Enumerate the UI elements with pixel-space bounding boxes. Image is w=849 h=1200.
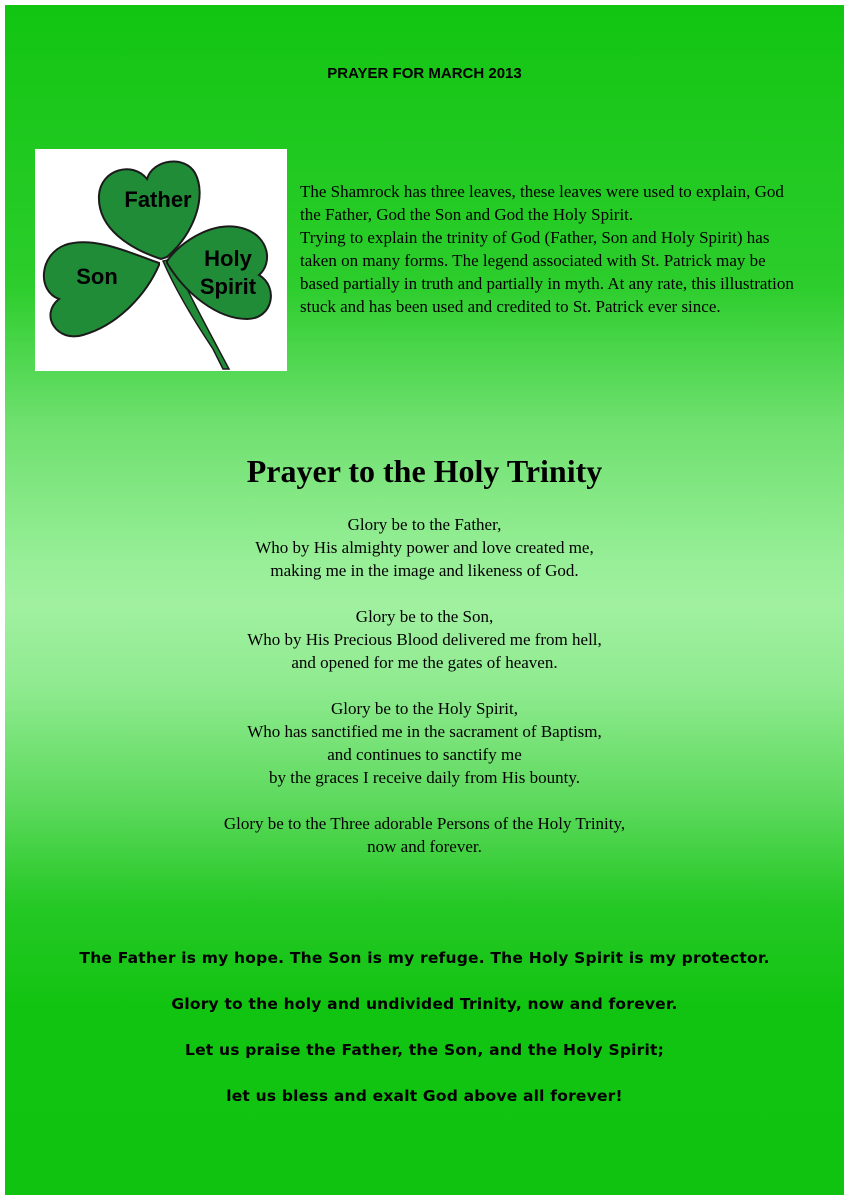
closing-line: let us bless and exalt God above all forever! <box>226 1087 623 1105</box>
closing-line: The Father is my hope. The Son is my refuge. The Holy Spirit is my protector. <box>79 949 770 967</box>
prayer-line: and opened for me the gates of heaven. <box>291 653 558 672</box>
prayer-title: Prayer to the Holy Trinity <box>246 453 603 489</box>
closing-line: Glory to the holy and undivided Trinity, now and forever. <box>171 995 678 1013</box>
prayer-line: Glory be to the Holy Spirit, <box>331 699 518 718</box>
prayer-line: now and forever. <box>367 837 482 856</box>
intro-text <box>300 180 800 318</box>
prayer-line: by the graces I receive daily from His bounty. <box>269 768 580 787</box>
prayer-body <box>5 513 844 881</box>
intro-paragraph-2: Trying to explain the trinity of God (Father, Son and Holy Spirit) has taken on many forms. The legend associated with St. Patrick may be based partially in truth and partially in myth. At any rate, this illustration stuck and has been used and credited to St. Patrick ever since. <box>300 228 794 316</box>
leaf-label-spirit: Spirit <box>199 274 257 299</box>
closing-line: Let us praise the Father, the Son, and the Holy Spirit; <box>185 1041 664 1059</box>
page-header: PRAYER FOR MARCH 2013 <box>327 65 522 82</box>
prayer-line: Who has sanctified me in the sacrament of Baptism, <box>247 722 602 741</box>
shamrock-illustration <box>35 149 287 371</box>
prayer-line: Who by His almighty power and love created me, <box>255 538 594 557</box>
prayer-line: making me in the image and likeness of God. <box>270 561 579 580</box>
prayer-line: Glory be to the Three adorable Persons of the Holy Trinity, <box>223 814 626 833</box>
prayer-line: Glory be to the Father, <box>347 515 502 534</box>
prayer-stanza <box>5 513 844 582</box>
prayer-stanza <box>5 812 844 858</box>
leaf-label-holy: Holy <box>204 246 252 271</box>
shamrock-icon <box>35 149 287 371</box>
prayer-line: Who by His Precious Blood delivered me from hell, <box>247 630 602 649</box>
intro-paragraph-1: The Shamrock has three leaves, these leaves were used to explain, God the Father, God the Son and God the Holy Spirit. <box>300 182 784 224</box>
closing-lines <box>5 945 844 1129</box>
leaf-label-father: Father <box>124 187 192 212</box>
leaf-label-son: Son <box>76 264 118 289</box>
page <box>5 5 844 1195</box>
prayer-line: and continues to sanctify me <box>327 745 522 764</box>
prayer-stanza <box>5 605 844 674</box>
prayer-line: Glory be to the Son, <box>355 607 494 626</box>
shamrock-leaf-left <box>44 242 159 336</box>
prayer-stanza <box>5 697 844 789</box>
